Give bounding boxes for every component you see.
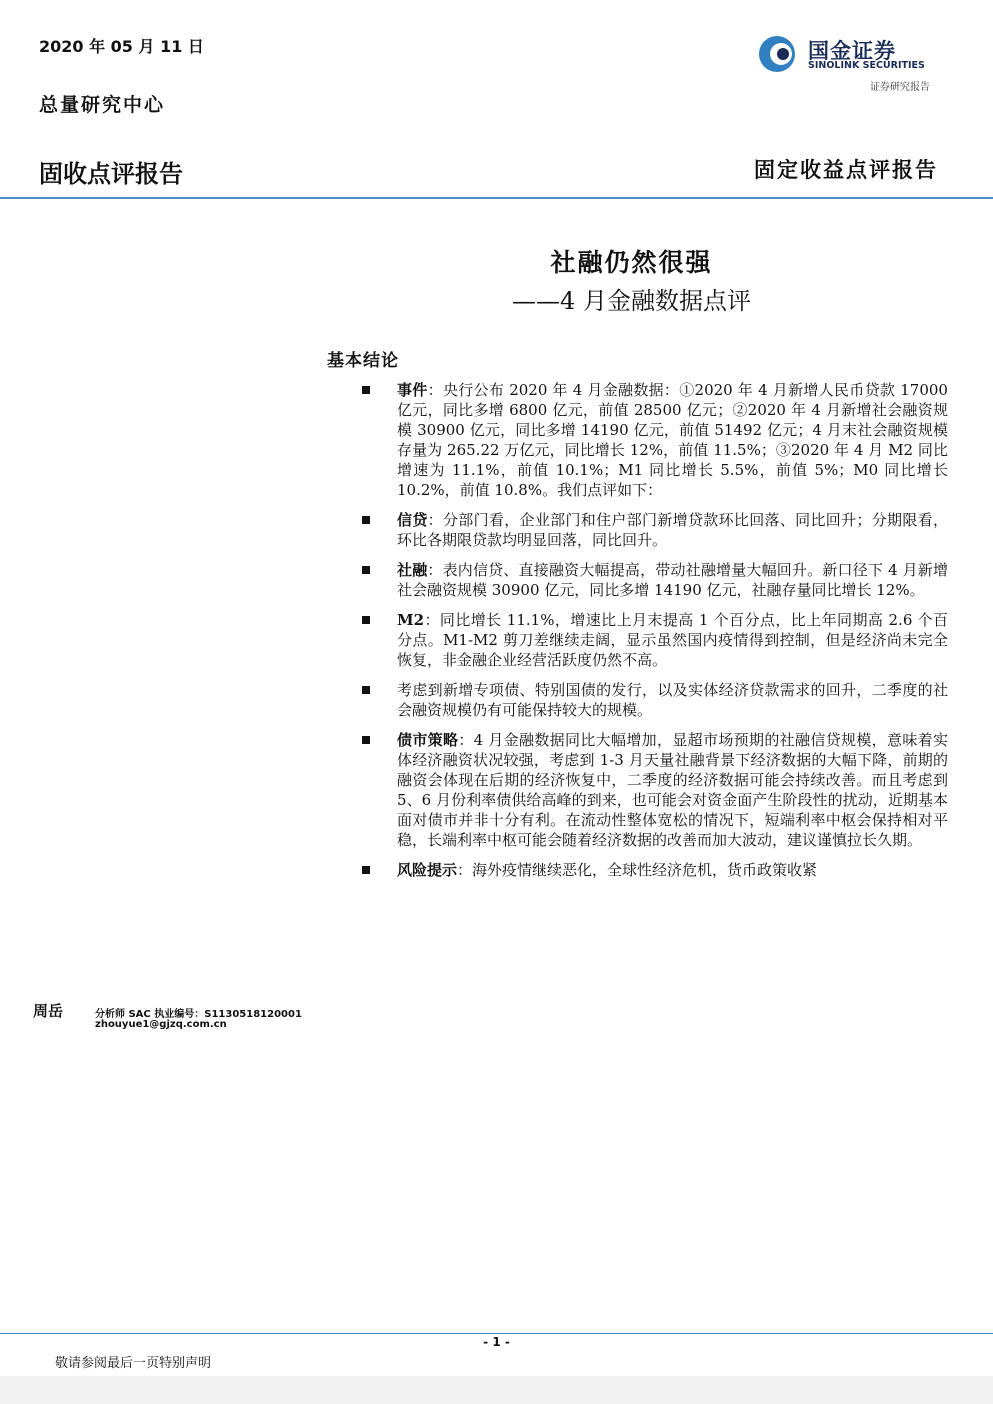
item-text: ：央行公布 2020 年 4 月金融数据：①2020 年 4 月新增人民币贷款 17000 亿元，同比多增 6800 亿元，前值 28500 亿元；②2020 年 4 月新增社会融资规模 30900 亿元，同比多增 14190 亿元，前值 51492 亿元；4 月末社会融资规模存量为 265.22 万亿元，同比增长 12%，前值 11.5%；③2020 年 4 月 M2 同比增速为 11.1%，前值 10.1%；M1 同比增长 5.5%，前值 5%；M0 同比增长 10.2%，前值 10.8%。我们点评如下： [397, 381, 948, 499]
item-lead: 信贷 [397, 511, 428, 529]
footer-band [0, 1376, 993, 1404]
logo-text-en: SINOLINK SECURITIES [808, 60, 925, 71]
bullet-square-icon [362, 866, 370, 874]
footer-divider [0, 1333, 993, 1334]
report-date: 2020 年 05 月 11 日 [39, 37, 204, 56]
conclusion-list [360, 380, 948, 890]
logo-subtitle: 证券研究报告 [870, 82, 930, 93]
list-item [360, 680, 948, 720]
list-item [360, 560, 948, 600]
report-subtitle: ——4 月金融数据点评 [512, 287, 751, 315]
bullet-square-icon [362, 686, 370, 694]
analyst-sac-id: 分析师 SAC 执业编号：S1130518120001 [95, 1009, 302, 1020]
analyst-name: 周岳 [33, 1002, 64, 1020]
section-title: 基本结论 [327, 351, 399, 371]
item-lead: 风险提示 [397, 861, 458, 879]
list-item [360, 610, 948, 670]
item-lead: 社融 [397, 561, 428, 579]
list-item [360, 510, 948, 550]
page-number: - 1 - [483, 1335, 510, 1349]
header-divider [0, 197, 993, 199]
report-type-right: 固定收益点评报告 [754, 157, 938, 182]
bullet-square-icon [362, 616, 370, 624]
analyst-email[interactable]: zhouyue1@gjzq.com.cn [95, 1019, 227, 1030]
bullet-square-icon [362, 566, 370, 574]
bullet-square-icon [362, 386, 370, 394]
bullet-square-icon [362, 736, 370, 744]
report-title: 社融仍然很强 [550, 248, 713, 277]
bullet-square-icon [362, 516, 370, 524]
item-lead: M2 [397, 611, 425, 629]
item-text: ：海外疫情继续恶化，全球性经济危机，货币政策收紧 [457, 861, 818, 879]
list-item [360, 860, 948, 880]
item-text: ：表内信贷、直接融资大幅提高，带动社融增量大幅回升。新口径下 4 月新增社会融资规模 30900 亿元，同比多增 14190 亿元，社融存量同比增长 12%。 [397, 561, 948, 599]
item-text: 考虑到新增专项债、特别国债的发行，以及实体经济贷款需求的回升，二季度的社会融资规模仍有可能保持较大的规模。 [397, 681, 948, 719]
logo-text-cn: 国金证券 [808, 39, 896, 63]
item-text: ：分部门看，企业部门和住户部门新增贷款环比回落、同比回升；分期限看，环比各期限贷款均明显回落，同比回升。 [397, 511, 948, 549]
footer-disclaimer: 敬请参阅最后一页特别声明 [55, 1356, 212, 1371]
item-lead: 债市策略 [397, 731, 459, 749]
item-text: ：同比增长 11.1%，增速比上月末提高 1 个百分点，比上年同期高 2.6 个百分点。M1-M2 剪刀差继续走阔，显示虽然国内疫情得到控制，但是经济尚未完全恢复，非金融企业经营活跃度仍然不高。 [397, 611, 948, 669]
report-type: 固收点评报告 [39, 160, 183, 188]
item-text: ：4 月金融数据同比大幅增加，显超市场预期的社融信贷规模，意味着实体经济融资状况较强，考虑到 1-3 月天量社融背景下经济数据的大幅下降，前期的融资会体现在后期的经济恢复中，二季度的经济数据可能会持续改善。而且考虑到 5、6 月份利率债供给高峰的到来，也可能会对资金面产生阶段性的扰动，近期基本面对债市并非十分有利。在流动性整体宽松的情况下，短端利率中枢会保持相对平稳，长端利率中枢可能会随着经济数据的改善而加大波动，建议谨慎拉长久期。 [397, 731, 948, 849]
item-lead: 事件 [397, 381, 428, 399]
list-item [360, 730, 948, 850]
list-item [360, 380, 948, 500]
research-center: 总量研究中心 [39, 94, 166, 116]
